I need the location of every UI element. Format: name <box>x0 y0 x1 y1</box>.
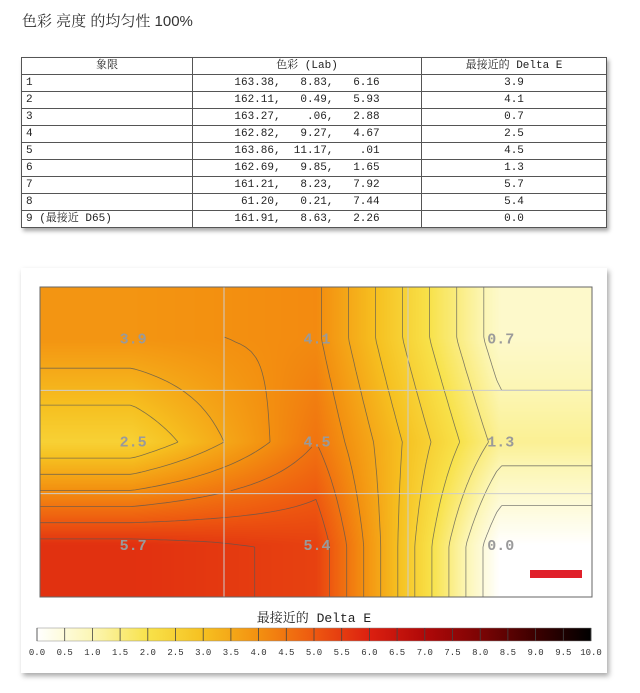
quadrant-cell: 8 <box>22 194 193 211</box>
results-table <box>21 57 607 228</box>
table-row <box>22 109 607 126</box>
colorbar-tick-label: 5.5 <box>333 648 350 658</box>
cell-value-label: 4.1 <box>303 331 331 349</box>
header-quadrant: 象限 <box>22 58 193 75</box>
colorbar-tick-label: 8.5 <box>499 648 517 658</box>
colorbar-tick-label: 3.5 <box>222 648 240 658</box>
quadrant-cell: 5 <box>22 143 193 160</box>
marker-bar <box>530 570 582 578</box>
delta-e-heatmap <box>21 268 607 673</box>
quadrant-cell: 1 <box>22 75 193 92</box>
table-row <box>22 92 607 109</box>
table-row <box>22 126 607 143</box>
lab-cell: 161.91, 8.63, 2.26 <box>193 211 422 228</box>
lab-cell: 61.20, 0.21, 7.44 <box>193 194 422 211</box>
header-delta-e: 最接近的 Delta E <box>422 58 607 75</box>
colorbar-tick-label: 3.0 <box>195 648 212 658</box>
lab-cell: 163.27, .06, 2.88 <box>193 109 422 126</box>
colorbar-tick-label: 4.5 <box>278 648 295 658</box>
colorbar-tick-label: 5.0 <box>305 648 323 658</box>
quadrant-cell: 6 <box>22 160 193 177</box>
cell-value-label: 4.5 <box>303 434 331 452</box>
table-row <box>22 160 607 177</box>
page-title: 色彩 亮度 的均匀性 100% <box>22 13 193 30</box>
colorbar-title: 最接近的 Delta E <box>256 611 372 626</box>
colorbar-tick-label: 0.5 <box>56 648 73 658</box>
lab-cell: 162.69, 9.85, 1.65 <box>193 160 422 177</box>
colorbar-tick-label: 1.0 <box>84 648 101 658</box>
quadrant-cell: 3 <box>22 109 193 126</box>
cell-value-label: 5.7 <box>119 537 147 555</box>
colorbar-tick-label: 8.0 <box>472 648 489 658</box>
cell-value-label: 0.7 <box>487 331 515 349</box>
lab-cell: 163.38, 8.83, 6.16 <box>193 75 422 92</box>
cell-value-label: 1.3 <box>487 434 515 452</box>
colorbar-tick-label: 10.0 <box>580 648 602 658</box>
quadrant-cell: 2 <box>22 92 193 109</box>
table-header-row <box>22 58 607 75</box>
cell-value-label: 5.4 <box>303 537 331 555</box>
table-row <box>22 143 607 160</box>
delta-e-cell: 1.3 <box>422 160 607 177</box>
cell-value-label: 0.0 <box>487 537 515 555</box>
delta-e-cell: 5.7 <box>422 177 607 194</box>
quadrant-cell: 7 <box>22 177 193 194</box>
lab-cell: 162.11, 0.49, 5.93 <box>193 92 422 109</box>
colorbar-tick-label: 6.5 <box>388 648 406 658</box>
table-row <box>22 194 607 211</box>
table-row <box>22 75 607 92</box>
delta-e-cell: 4.5 <box>422 143 607 160</box>
colorbar-tick-label: 4.0 <box>250 648 267 658</box>
colorbar-tick-label: 2.5 <box>167 648 184 658</box>
lab-cell: 161.21, 8.23, 7.92 <box>193 177 422 194</box>
colorbar-tick-label: 9.5 <box>555 648 572 658</box>
delta-e-cell: 4.1 <box>422 92 607 109</box>
quadrant-cell: 4 <box>22 126 193 143</box>
delta-e-cell: 0.0 <box>422 211 607 228</box>
colorbar-tick-label: 6.0 <box>361 648 378 658</box>
lab-cell: 163.86, 11.17, .01 <box>193 143 422 160</box>
delta-e-cell: 0.7 <box>422 109 607 126</box>
header-lab: 色彩 (Lab) <box>193 58 422 75</box>
colorbar-tick-label: 1.5 <box>111 648 129 658</box>
delta-e-heatmap-panel <box>21 268 607 673</box>
cell-value-label: 3.9 <box>119 331 147 349</box>
lab-cell: 162.82, 9.27, 4.67 <box>193 126 422 143</box>
table-row <box>22 177 607 194</box>
colorbar-tick-label: 7.5 <box>444 648 461 658</box>
delta-e-cell: 3.9 <box>422 75 607 92</box>
colorbar-tick-label: 7.0 <box>416 648 433 658</box>
colorbar-tick-label: 0.0 <box>28 648 46 658</box>
colorbar-tick-label: 2.0 <box>139 648 156 658</box>
colorbar-tick-label: 9.0 <box>527 648 544 658</box>
table-row <box>22 211 607 228</box>
delta-e-cell: 5.4 <box>422 194 607 211</box>
quadrant-cell: 9 (最接近 D65) <box>22 211 193 228</box>
delta-e-cell: 2.5 <box>422 126 607 143</box>
cell-value-label: 2.5 <box>119 434 147 452</box>
